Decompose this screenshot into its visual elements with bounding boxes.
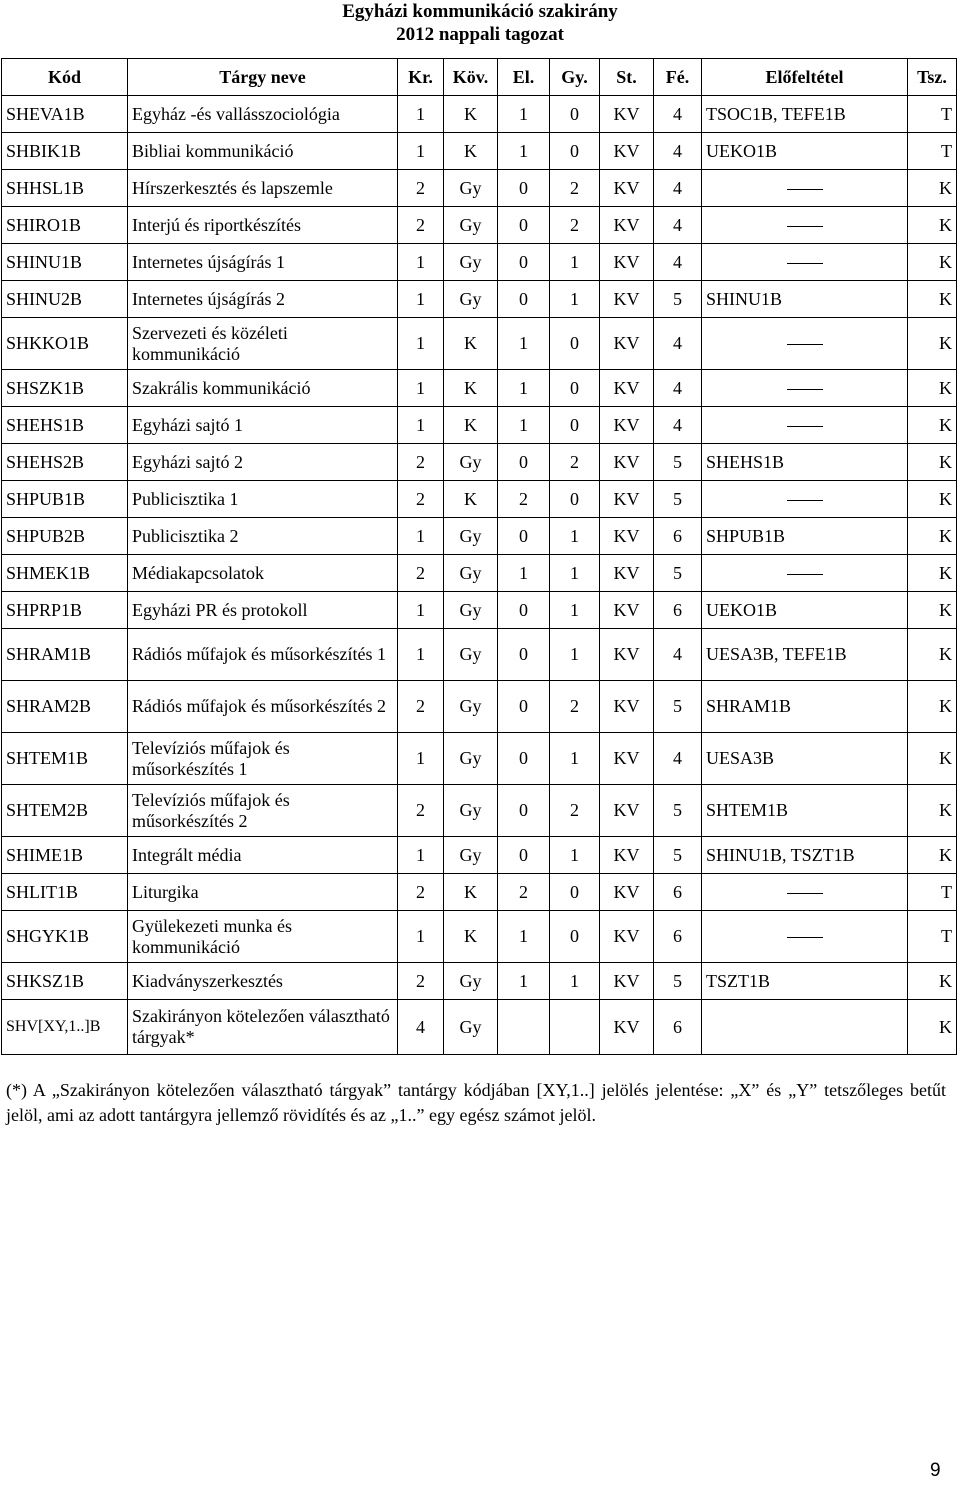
cell-elofeltetel (702, 370, 908, 407)
cell-fe: 6 (654, 1000, 702, 1055)
cell-st: KV (600, 96, 654, 133)
cell-kov: Gy (444, 1000, 498, 1055)
cell-el: 0 (498, 592, 550, 629)
header-elofeltetel: Előfeltétel (702, 59, 908, 96)
cell-elofeltetel (702, 911, 908, 963)
table-row (2, 681, 957, 733)
cell-tsz: K (908, 681, 957, 733)
header-fe: Fé. (654, 59, 702, 96)
curriculum-table (1, 58, 957, 1055)
cell-kod: SHMEK1B (2, 555, 128, 592)
cell-targy-neve: Interjú és riportkészítés (128, 207, 398, 244)
table-row (2, 170, 957, 207)
cell-tsz: K (908, 518, 957, 555)
cell-kov: Gy (444, 207, 498, 244)
cell-el: 0 (498, 785, 550, 837)
cell-kod: SHPUB1B (2, 481, 128, 518)
cell-gy: 2 (550, 170, 600, 207)
cell-kov: K (444, 481, 498, 518)
cell-elofeltetel (702, 170, 908, 207)
table-row (2, 785, 957, 837)
cell-kr: 2 (398, 681, 444, 733)
cell-elofeltetel (702, 318, 908, 370)
cell-st: KV (600, 207, 654, 244)
cell-targy-neve: Rádiós műfajok és műsorkészítés 2 (128, 681, 398, 733)
cell-kov: K (444, 370, 498, 407)
cell-kov: Gy (444, 281, 498, 318)
cell-kod: SHGYK1B (2, 911, 128, 963)
cell-el: 1 (498, 318, 550, 370)
cell-fe: 5 (654, 785, 702, 837)
cell-gy: 0 (550, 133, 600, 170)
table-row (2, 733, 957, 785)
no-prerequisite-dash (787, 189, 823, 190)
cell-elofeltetel: UEKO1B (702, 592, 908, 629)
cell-kov: Gy (444, 555, 498, 592)
cell-fe: 4 (654, 370, 702, 407)
no-prerequisite-dash (787, 263, 823, 264)
cell-gy: 2 (550, 444, 600, 481)
cell-elofeltetel: SHTEM1B (702, 785, 908, 837)
cell-targy-neve: Publicisztika 2 (128, 518, 398, 555)
no-prerequisite-dash (787, 893, 823, 894)
cell-st: KV (600, 281, 654, 318)
cell-st: KV (600, 1000, 654, 1055)
cell-fe: 6 (654, 911, 702, 963)
cell-kov: Gy (444, 244, 498, 281)
cell-kr: 4 (398, 1000, 444, 1055)
cell-kov: Gy (444, 170, 498, 207)
cell-st: KV (600, 555, 654, 592)
cell-el: 0 (498, 444, 550, 481)
cell-el: 0 (498, 244, 550, 281)
cell-tsz: K (908, 207, 957, 244)
cell-gy: 0 (550, 370, 600, 407)
header-targy-neve: Tárgy neve (128, 59, 398, 96)
table-row (2, 207, 957, 244)
no-prerequisite-dash (787, 226, 823, 227)
cell-elofeltetel (702, 874, 908, 911)
table-row (2, 244, 957, 281)
cell-fe: 4 (654, 170, 702, 207)
no-prerequisite-dash (787, 389, 823, 390)
cell-kr: 1 (398, 370, 444, 407)
cell-kov: Gy (444, 444, 498, 481)
cell-targy-neve: Televíziós műfajok és műsorkészítés 1 (128, 733, 398, 785)
cell-st: KV (600, 444, 654, 481)
cell-targy-neve: Hírszerkesztés és lapszemle (128, 170, 398, 207)
cell-fe: 6 (654, 874, 702, 911)
cell-tsz: K (908, 318, 957, 370)
cell-tsz: T (908, 133, 957, 170)
no-prerequisite-dash (787, 500, 823, 501)
cell-elofeltetel (702, 481, 908, 518)
cell-tsz: T (908, 911, 957, 963)
cell-kov: K (444, 96, 498, 133)
cell-kr: 1 (398, 407, 444, 444)
cell-el: 0 (498, 170, 550, 207)
cell-targy-neve: Internetes újságírás 2 (128, 281, 398, 318)
cell-fe: 5 (654, 963, 702, 1000)
cell-el: 1 (498, 407, 550, 444)
cell-el: 1 (498, 911, 550, 963)
cell-elofeltetel: TSZT1B (702, 963, 908, 1000)
cell-kr: 1 (398, 96, 444, 133)
cell-kov: Gy (444, 681, 498, 733)
page-number: 9 (930, 1460, 941, 1481)
table-row (2, 963, 957, 1000)
cell-kov: K (444, 407, 498, 444)
no-prerequisite-dash (787, 937, 823, 938)
cell-targy-neve: Szakrális kommunikáció (128, 370, 398, 407)
cell-fe: 5 (654, 837, 702, 874)
cell-gy: 1 (550, 281, 600, 318)
cell-kod: SHPUB2B (2, 518, 128, 555)
cell-fe: 5 (654, 481, 702, 518)
cell-st: KV (600, 481, 654, 518)
table-row (2, 555, 957, 592)
cell-elofeltetel: SHRAM1B (702, 681, 908, 733)
cell-kod: SHTEM2B (2, 785, 128, 837)
cell-el: 1 (498, 555, 550, 592)
cell-el: 0 (498, 733, 550, 785)
cell-fe: 6 (654, 518, 702, 555)
cell-kr: 2 (398, 555, 444, 592)
cell-el: 1 (498, 963, 550, 1000)
cell-fe: 4 (654, 96, 702, 133)
cell-gy: 0 (550, 874, 600, 911)
header-el: El. (498, 59, 550, 96)
cell-tsz: K (908, 481, 957, 518)
cell-el: 2 (498, 481, 550, 518)
cell-kod: SHLIT1B (2, 874, 128, 911)
cell-kr: 1 (398, 733, 444, 785)
cell-elofeltetel (702, 407, 908, 444)
cell-kod: SHIME1B (2, 837, 128, 874)
cell-kr: 1 (398, 911, 444, 963)
cell-tsz: K (908, 629, 957, 681)
cell-targy-neve: Integrált média (128, 837, 398, 874)
cell-tsz: K (908, 555, 957, 592)
table-row (2, 407, 957, 444)
cell-tsz: K (908, 407, 957, 444)
cell-kov: Gy (444, 733, 498, 785)
cell-targy-neve: Egyház -és vallásszociológia (128, 96, 398, 133)
cell-kr: 2 (398, 963, 444, 1000)
cell-kr: 1 (398, 281, 444, 318)
cell-gy: 1 (550, 555, 600, 592)
table-row (2, 133, 957, 170)
cell-gy: 1 (550, 837, 600, 874)
cell-gy: 2 (550, 785, 600, 837)
cell-gy: 1 (550, 629, 600, 681)
cell-kod: SHSZK1B (2, 370, 128, 407)
cell-st: KV (600, 874, 654, 911)
cell-targy-neve: Bibliai kommunikáció (128, 133, 398, 170)
cell-kod: SHHSL1B (2, 170, 128, 207)
header-tsz: Tsz. (908, 59, 957, 96)
table-row (2, 629, 957, 681)
cell-kr: 1 (398, 837, 444, 874)
cell-kr: 2 (398, 207, 444, 244)
cell-fe: 5 (654, 681, 702, 733)
cell-tsz: K (908, 370, 957, 407)
table-row (2, 370, 957, 407)
cell-elofeltetel (702, 207, 908, 244)
cell-targy-neve: Szakirányon kötelezően választható tárgyak* (128, 1000, 398, 1055)
table-row (2, 911, 957, 963)
cell-kod: SHEHS2B (2, 444, 128, 481)
cell-tsz: K (908, 837, 957, 874)
cell-targy-neve: Internetes újságírás 1 (128, 244, 398, 281)
cell-el (498, 1000, 550, 1055)
cell-kod: SHPRP1B (2, 592, 128, 629)
cell-kod: SHV[XY,1..]B (2, 1000, 128, 1055)
header-gy: Gy. (550, 59, 600, 96)
table-row (2, 874, 957, 911)
cell-kr: 1 (398, 244, 444, 281)
header-st: St. (600, 59, 654, 96)
cell-st: KV (600, 518, 654, 555)
cell-st: KV (600, 837, 654, 874)
cell-kov: K (444, 911, 498, 963)
cell-kod: SHEVA1B (2, 96, 128, 133)
cell-tsz: K (908, 785, 957, 837)
cell-el: 0 (498, 837, 550, 874)
cell-fe: 6 (654, 592, 702, 629)
cell-st: KV (600, 733, 654, 785)
cell-kov: Gy (444, 629, 498, 681)
cell-tsz: T (908, 874, 957, 911)
cell-kov: K (444, 874, 498, 911)
cell-el: 0 (498, 207, 550, 244)
cell-fe: 5 (654, 555, 702, 592)
cell-elofeltetel: UESA3B (702, 733, 908, 785)
cell-gy: 1 (550, 592, 600, 629)
cell-el: 1 (498, 133, 550, 170)
cell-kov: Gy (444, 785, 498, 837)
cell-gy: 0 (550, 481, 600, 518)
cell-elofeltetel: TSOC1B, TEFE1B (702, 96, 908, 133)
cell-kod: SHRAM2B (2, 681, 128, 733)
cell-targy-neve: Televíziós műfajok és műsorkészítés 2 (128, 785, 398, 837)
cell-gy: 1 (550, 244, 600, 281)
cell-st: KV (600, 681, 654, 733)
cell-kr: 2 (398, 444, 444, 481)
cell-gy: 0 (550, 96, 600, 133)
header-row (2, 59, 957, 96)
no-prerequisite-dash (787, 426, 823, 427)
cell-kod: SHKSZ1B (2, 963, 128, 1000)
cell-kod: SHTEM1B (2, 733, 128, 785)
cell-el: 2 (498, 874, 550, 911)
cell-tsz: K (908, 592, 957, 629)
cell-st: KV (600, 244, 654, 281)
cell-targy-neve: Szervezeti és közéleti kommunikáció (128, 318, 398, 370)
cell-elofeltetel (702, 1000, 908, 1055)
cell-kov: Gy (444, 518, 498, 555)
cell-gy: 1 (550, 733, 600, 785)
table-row (2, 837, 957, 874)
cell-kod: SHKKO1B (2, 318, 128, 370)
cell-st: KV (600, 592, 654, 629)
cell-tsz: K (908, 170, 957, 207)
cell-fe: 4 (654, 207, 702, 244)
cell-st: KV (600, 170, 654, 207)
cell-fe: 5 (654, 444, 702, 481)
cell-st: KV (600, 911, 654, 963)
cell-kr: 2 (398, 785, 444, 837)
cell-tsz: T (908, 96, 957, 133)
cell-targy-neve: Médiakapcsolatok (128, 555, 398, 592)
cell-elofeltetel: SHPUB1B (702, 518, 908, 555)
cell-targy-neve: Egyházi PR és protokoll (128, 592, 398, 629)
cell-gy (550, 1000, 600, 1055)
cell-st: KV (600, 629, 654, 681)
cell-kr: 1 (398, 518, 444, 555)
cell-el: 0 (498, 281, 550, 318)
cell-targy-neve: Egyházi sajtó 2 (128, 444, 398, 481)
cell-fe: 4 (654, 244, 702, 281)
footnote: (*) A „Szakirányon kötelezően választható tárgyak” tantárgy kódjában [XY,1..] jelölés jelentése: „X” és „Y” tetszőleges betűt jelöl, ami az adott tantárgyra jellemző rövidítés és az „1..” egy egész számot jelöl. (6, 1080, 946, 1125)
cell-kov: Gy (444, 963, 498, 1000)
cell-kod: SHIRO1B (2, 207, 128, 244)
cell-elofeltetel (702, 244, 908, 281)
table-row (2, 481, 957, 518)
table-row (2, 318, 957, 370)
cell-fe: 4 (654, 629, 702, 681)
cell-gy: 0 (550, 407, 600, 444)
cell-kr: 1 (398, 133, 444, 170)
cell-tsz: K (908, 281, 957, 318)
cell-kov: Gy (444, 837, 498, 874)
table-row (2, 518, 957, 555)
cell-fe: 4 (654, 407, 702, 444)
cell-gy: 2 (550, 207, 600, 244)
cell-kr: 2 (398, 481, 444, 518)
cell-el: 0 (498, 518, 550, 555)
cell-gy: 1 (550, 518, 600, 555)
cell-targy-neve: Kiadványszerkesztés (128, 963, 398, 1000)
cell-elofeltetel: SHINU1B, TSZT1B (702, 837, 908, 874)
table-row (2, 1000, 957, 1055)
no-prerequisite-dash (787, 344, 823, 345)
cell-kr: 2 (398, 874, 444, 911)
cell-kr: 1 (398, 629, 444, 681)
cell-el: 0 (498, 629, 550, 681)
cell-elofeltetel: UESA3B, TEFE1B (702, 629, 908, 681)
cell-targy-neve: Rádiós műfajok és műsorkészítés 1 (128, 629, 398, 681)
cell-targy-neve: Publicisztika 1 (128, 481, 398, 518)
cell-kod: SHBIK1B (2, 133, 128, 170)
cell-kr: 1 (398, 592, 444, 629)
cell-tsz: K (908, 244, 957, 281)
header-kod: Kód (2, 59, 128, 96)
cell-fe: 4 (654, 733, 702, 785)
table-row (2, 281, 957, 318)
cell-tsz: K (908, 733, 957, 785)
cell-gy: 0 (550, 318, 600, 370)
cell-elofeltetel: UEKO1B (702, 133, 908, 170)
header-kr: Kr. (398, 59, 444, 96)
no-prerequisite-dash (787, 574, 823, 575)
cell-fe: 4 (654, 318, 702, 370)
cell-targy-neve: Egyházi sajtó 1 (128, 407, 398, 444)
cell-elofeltetel: SHINU1B (702, 281, 908, 318)
cell-el: 1 (498, 96, 550, 133)
page-subtitle: 2012 nappali tagozat (396, 24, 564, 45)
cell-kod: SHINU1B (2, 244, 128, 281)
cell-gy: 1 (550, 963, 600, 1000)
cell-gy: 0 (550, 911, 600, 963)
cell-st: KV (600, 963, 654, 1000)
table-row (2, 444, 957, 481)
cell-tsz: K (908, 963, 957, 1000)
table-row (2, 96, 957, 133)
page-title: Egyházi kommunikáció szakirány (342, 1, 618, 22)
cell-kod: SHINU2B (2, 281, 128, 318)
cell-el: 0 (498, 681, 550, 733)
cell-kov: K (444, 318, 498, 370)
cell-targy-neve: Gyülekezeti munka és kommunikáció (128, 911, 398, 963)
cell-st: KV (600, 785, 654, 837)
cell-st: KV (600, 133, 654, 170)
cell-st: KV (600, 318, 654, 370)
cell-kod: SHEHS1B (2, 407, 128, 444)
cell-gy: 2 (550, 681, 600, 733)
cell-st: KV (600, 407, 654, 444)
cell-kr: 1 (398, 318, 444, 370)
cell-kov: K (444, 133, 498, 170)
cell-fe: 4 (654, 133, 702, 170)
header-kov: Köv. (444, 59, 498, 96)
cell-elofeltetel (702, 555, 908, 592)
cell-elofeltetel: SHEHS1B (702, 444, 908, 481)
cell-st: KV (600, 370, 654, 407)
cell-targy-neve: Liturgika (128, 874, 398, 911)
cell-kod: SHRAM1B (2, 629, 128, 681)
cell-el: 1 (498, 370, 550, 407)
cell-fe: 5 (654, 281, 702, 318)
table-row (2, 592, 957, 629)
cell-kr: 2 (398, 170, 444, 207)
cell-kov: Gy (444, 592, 498, 629)
cell-tsz: K (908, 1000, 957, 1055)
cell-tsz: K (908, 444, 957, 481)
